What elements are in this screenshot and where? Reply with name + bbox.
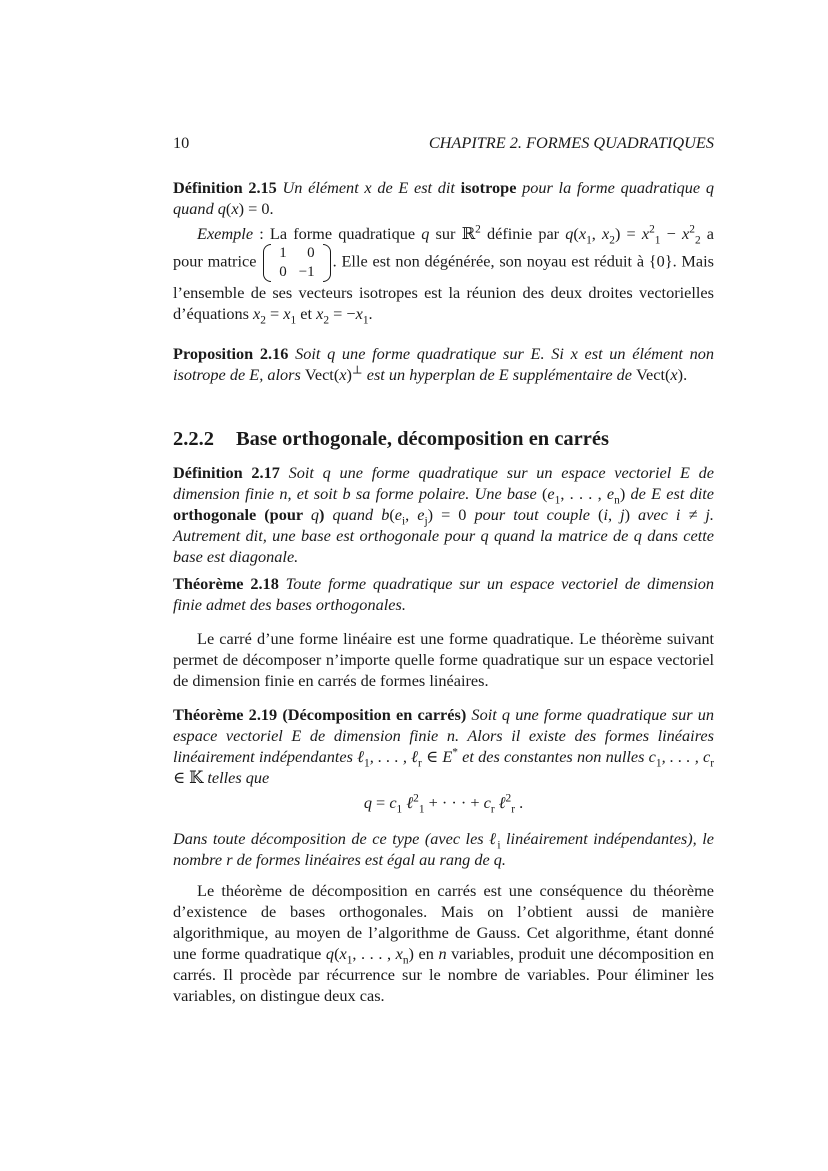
text: ) = 0 [427, 505, 467, 524]
text: ( [334, 944, 340, 963]
matrix-entry: 0 [307, 245, 315, 261]
equation [173, 792, 714, 816]
superscript: 2 [649, 223, 655, 236]
text: . [368, 304, 373, 323]
italic-text: e [394, 505, 402, 524]
text: ( [225, 199, 232, 218]
italic-text: c [389, 793, 397, 812]
text: + · · · + [424, 793, 484, 812]
bold-text: isotrope [460, 178, 517, 197]
subscript: r [710, 757, 715, 770]
italic-text: e [417, 505, 425, 524]
section-heading [173, 428, 609, 451]
superscript: 2 [505, 792, 512, 805]
superscript: 2 [413, 792, 419, 805]
subscript: n [614, 494, 620, 507]
italic-text: x [641, 224, 650, 243]
bold-text: Théorème 2.19 (Décomposition en carrés) [173, 705, 472, 724]
italic-text: i, j [603, 505, 625, 524]
text: ) [619, 484, 626, 503]
def-2-17 [173, 462, 714, 567]
text: Le carré d’une forme linéaire est une forme quadratique. Le théorème suivant permet de décomposer n’importe quelle forme quadratique sur un espace vectoriel de dimension finie en carrés de formes linéaires. [173, 629, 714, 690]
italic-text: e [547, 484, 555, 503]
italic-text: c [483, 793, 491, 812]
subscript: 1 [654, 234, 661, 247]
text: , [405, 505, 418, 524]
subscript: 1 [586, 234, 592, 247]
text: , . . . , [352, 944, 396, 963]
subscript: 2 [323, 314, 330, 327]
text: Vect( [304, 365, 340, 384]
italic-text: de E est dite [625, 484, 714, 503]
subscript: 1 [396, 803, 403, 816]
matrix [263, 244, 330, 282]
subscript: 1 [418, 803, 425, 816]
text: , . . . , [560, 484, 607, 503]
italic-text: x [670, 365, 678, 384]
text: − [660, 224, 682, 243]
italic-text: x [339, 944, 347, 963]
italic-text: x [339, 365, 347, 384]
subscript: j [424, 515, 428, 528]
matrix-entry: 0 [279, 264, 287, 280]
italic-text: q [363, 793, 372, 812]
bold-text: ) [319, 505, 325, 524]
italic-text: Exemple [197, 224, 254, 243]
thm-2-19 [173, 704, 714, 788]
text: ∈ 𝕂 [173, 768, 204, 787]
para-gauss [173, 880, 714, 1006]
thm-2-18 [173, 573, 714, 615]
italic-text: x [395, 944, 403, 963]
subscript: r [490, 803, 495, 816]
text: . Elle est non dégénérée, son noyau est réduit à {0}. Mais l’ensemble de ses vecteurs isotropes est la réunion des deux droites vectorielles d’équations [173, 251, 714, 323]
italic-text: pour tout couple [466, 505, 599, 524]
italic-text: ℓ [402, 793, 414, 812]
text: ) [346, 365, 352, 384]
text: . [515, 793, 524, 812]
superscript: 2 [475, 223, 481, 236]
text: ) [624, 505, 631, 524]
italic-text: q [310, 505, 320, 524]
text: = [371, 793, 390, 812]
bold-text: Théorème 2.18 [173, 574, 286, 593]
subscript: i [401, 515, 406, 528]
italic-text: q [421, 224, 430, 243]
italic-text: x [231, 199, 239, 218]
subscript: i [497, 839, 501, 852]
prop-2-16 [173, 343, 714, 385]
italic-text: est un hyperplan de E supplémentaire de [362, 365, 637, 384]
subscript: 1 [346, 954, 353, 967]
text: , [591, 224, 602, 243]
italic-text: x [283, 304, 291, 323]
para-carre [173, 628, 714, 691]
text: ( [573, 224, 579, 243]
italic-text: , . . . , c [661, 747, 711, 766]
italic-text: Toute forme quadratique sur un espace vectoriel de dimension finie admet des bases orthogonales. [173, 574, 715, 614]
italic-text: q [325, 944, 335, 963]
text: variables, produit une décomposition en carrés. Il procède par récurrence sur le nombre de variables. Pour éliminer les variables, on distingue deux cas. [173, 944, 714, 1005]
text: = [265, 304, 284, 323]
italic-text: q [565, 224, 574, 243]
bold-text: Proposition 2.16 [173, 344, 296, 363]
matrix-entry: −1 [298, 264, 315, 280]
section-title: Base orthogonale, décomposition en carrés [236, 428, 609, 450]
subscript: 2 [609, 234, 615, 247]
text: ( [542, 484, 548, 503]
italic-text: e [606, 484, 615, 503]
italic-text: Soit q une forme quadratique sur un espace vectoriel E de dimension finie n, et soit b sa forme polaire. Une base [173, 463, 714, 503]
text: = − [329, 304, 356, 323]
italic-text: pour la forme quadratique q quand [173, 178, 714, 218]
superscript: * [452, 746, 458, 759]
subscript: r [418, 757, 422, 770]
text: ) = [614, 224, 642, 243]
italic-text: x [253, 304, 261, 323]
page-number: 10 [173, 133, 190, 152]
italic-text: ℓ [494, 793, 506, 812]
text: Le théorème de décomposition en carrés est une conséquence du théorème d’existence de bases orthogonales. Mais on l’obtient aussi de manière algorithmique, au moyen de l’algorithme de Gauss. Cet algorithme, étant donné une forme quadratique [173, 881, 714, 963]
text: sur ℝ [429, 224, 476, 243]
subscript: 1 [362, 314, 369, 327]
superscript: ⊥ [351, 364, 363, 377]
text: : La forme quadratique [253, 224, 422, 243]
italic-text: Soit q une forme quadratique sur un espace vectoriel E de dimension finie n. Alors il existe des formes linéaires linéairement indépendantes ℓ [173, 705, 715, 766]
subscript: 1 [290, 314, 297, 327]
italic-text: telles que [203, 768, 270, 787]
italic-text: Soit q une forme quadratique sur E. Si x est un élément non isotrope de E, alors [173, 344, 714, 384]
italic-text: linéairement indépendantes), le nombre r de formes linéaires est égal au rang de q. [173, 829, 715, 869]
italic-text: n [438, 944, 447, 963]
subscript: r [511, 803, 515, 816]
text: définie par [480, 224, 566, 243]
text: ). [677, 365, 688, 384]
matrix-entry: 1 [279, 245, 287, 261]
italic-text: , . . . , ℓ [369, 747, 419, 766]
subscript: 2 [694, 234, 701, 247]
example [173, 223, 715, 327]
italic-text: x [316, 304, 324, 323]
thm-2-19-cont [173, 828, 714, 870]
text: ( [389, 505, 395, 524]
bold-text: Définition 2.15 [173, 178, 283, 197]
text: ) = 0. [238, 199, 274, 218]
italic-text: x [602, 224, 610, 243]
text: Vect( [636, 365, 671, 384]
subscript: 1 [655, 757, 662, 770]
subscript: n [402, 954, 409, 967]
italic-text: x [578, 224, 587, 243]
subscript: 1 [554, 494, 561, 507]
section-number: 2.2.2 [173, 428, 214, 450]
text: et [296, 304, 317, 323]
subscript: 2 [260, 314, 266, 327]
superscript: 2 [689, 223, 695, 236]
italic-text: et des constantes non nulles c [457, 747, 656, 766]
text: ( [598, 505, 604, 524]
italic-text: Dans toute décomposition de ce type (avec les ℓ [173, 829, 498, 848]
text: a pour matrice [173, 224, 715, 271]
italic-text: quand b [324, 505, 390, 524]
italic-text: q [217, 199, 226, 218]
italic-text: x [682, 224, 690, 243]
italic-text: x [355, 304, 363, 323]
chapter-title: CHAPITRE 2. FORMES QUADRATIQUES [428, 133, 714, 152]
italic-text: Un élément x de E est dit [282, 178, 461, 197]
def-2-15 [173, 177, 714, 219]
italic-text: avec i ≠ j. Autrement dit, une base est orthogonale pour q quand la matrice de q dans cette base est diagonale. [173, 505, 714, 566]
text: ∈ [421, 747, 443, 766]
text: ) en [408, 944, 439, 963]
bold-text: orthogonale (pour [173, 505, 311, 524]
italic-text: E [442, 747, 453, 766]
bold-text: Définition 2.17 [173, 463, 289, 482]
subscript: 1 [364, 757, 370, 770]
